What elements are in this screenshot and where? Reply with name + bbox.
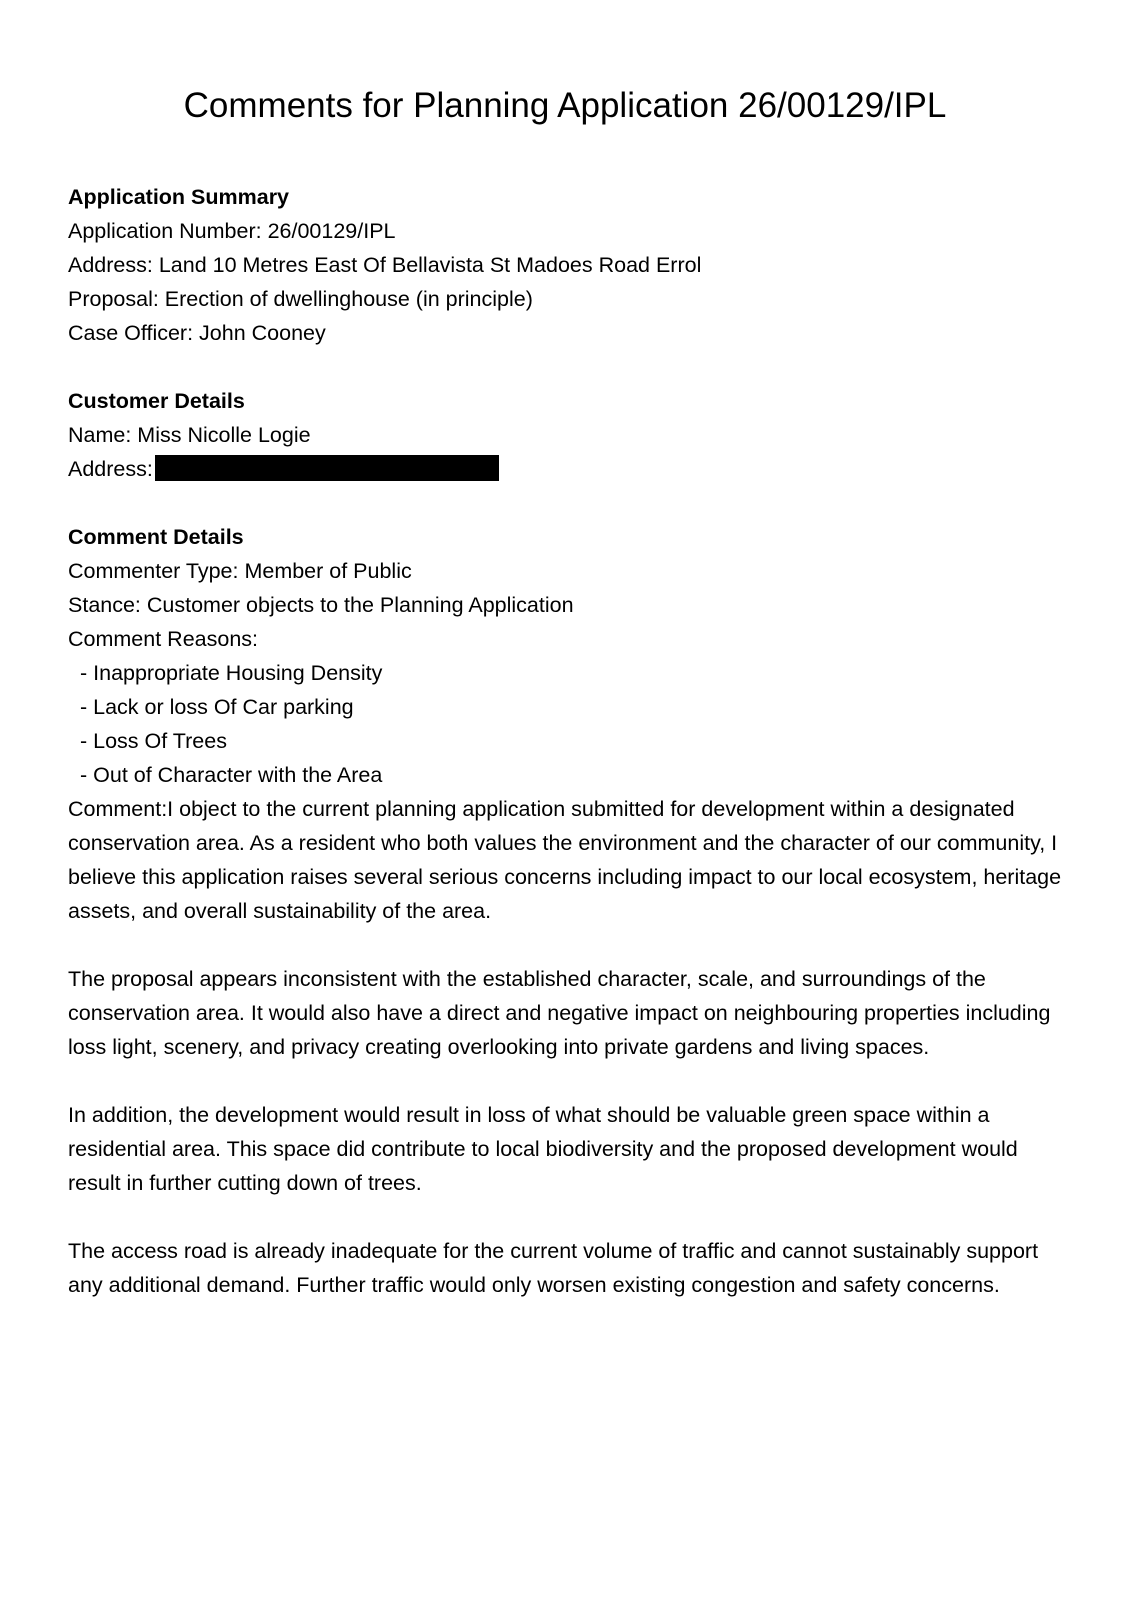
stance: Stance: Customer objects to the Planning Application [68,593,574,617]
spacer [68,350,1068,384]
application-number: Application Number: 26/00129/IPL [68,219,396,243]
comment-paragraph: In addition, the development would result in loss of what should be valuable green space within a residential area. This space did contribute to local biodiversity and the proposed development would result in further cutting down of trees. [68,1103,1018,1195]
application-address: Address: Land 10 Metres East Of Bellavista St Madoes Road Errol [68,253,702,277]
page-title: Comments for Planning Application 26/00129/IPL [183,86,947,125]
comment-details-heading: Comment Details [68,525,244,549]
customer-details-heading: Customer Details [68,389,245,413]
customer-address-label: Address: [68,457,153,481]
commenter-type: Commenter Type: Member of Public [68,559,412,583]
comment-paragraph: Comment:I object to the current planning application submitted for development within a designated conservation area. As a resident who both values the environment and the character of our community, I believe this application raises several serious concerns including impact to our local ecosystem, heritage assets, and overall sustainability of the area. [68,797,1062,923]
application-summary-heading: Application Summary [68,185,290,209]
comment-reason-item: - Loss Of Trees [80,729,227,753]
document-body [68,180,1068,1302]
comment-paragraph: The proposal appears inconsistent with the established character, scale, and surroundings of the conservation area. It would also have a direct and negative impact on neighbouring properties including loss light, scenery, and privacy creating overlooking into private gardens and living spaces. [68,967,1051,1059]
spacer [68,928,1068,962]
redacted-address-block [155,455,499,481]
spacer [68,1064,1068,1098]
customer-details-section [68,384,1068,486]
spacer [68,486,1068,520]
spacer [68,1200,1068,1234]
comment-reason-item: - Inappropriate Housing Density [80,661,383,685]
comment-reason-item: - Lack or loss Of Car parking [80,695,354,719]
customer-name: Name: Miss Nicolle Logie [68,423,311,447]
comment-paragraph: The access road is already inadequate for the current volume of traffic and cannot sustainably support any additional demand. Further traffic would only worsen existing congestion and safety concerns. [68,1239,1039,1297]
comment-details-section [68,520,1068,1302]
application-summary-section [68,180,1068,350]
application-proposal: Proposal: Erection of dwellinghouse (in principle) [68,287,533,311]
comment-reasons-label: Comment Reasons: [68,627,258,651]
case-officer: Case Officer: John Cooney [68,321,326,345]
comment-reason-item: - Out of Character with the Area [80,763,383,787]
customer-address [68,452,1068,486]
